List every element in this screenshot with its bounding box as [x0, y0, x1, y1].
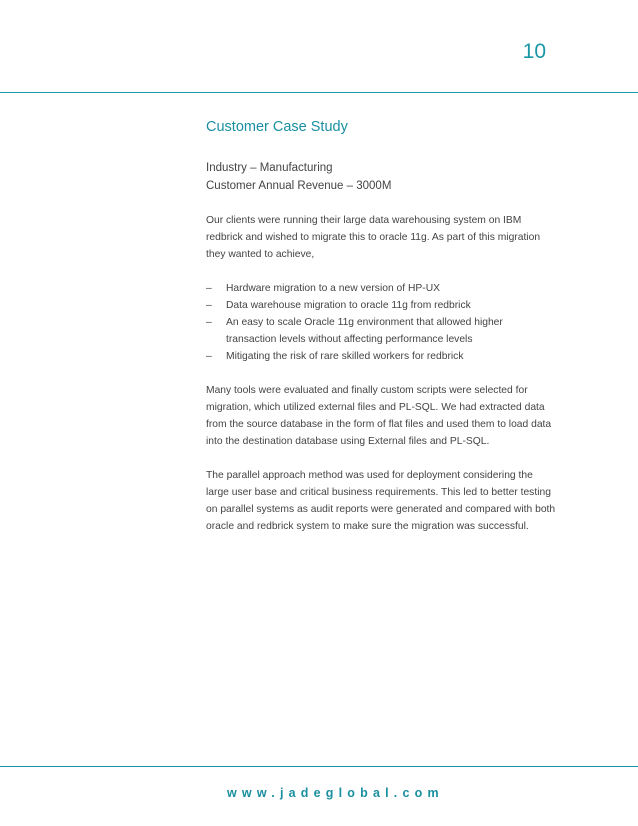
deployment-paragraph: The parallel approach method was used for deployment considering the large user base and critical business requirements. This led to better testing on parallel systems as audit reports were generated and compared with both oracle and redbrick system to make sure the migration was successful. [206, 470, 556, 532]
dash-bullet: – [206, 283, 212, 294]
list-item [206, 280, 556, 297]
intro-paragraph: Our clients were running their large data warehousing system on IBM redbrick and wished to migrate this to oracle 11g. As part of this migration they wanted to achieve, [206, 215, 541, 260]
header-divider [0, 92, 638, 93]
list-item-text: Data warehouse migration to oracle 11g from redbrick [226, 300, 471, 311]
list-item-text: An easy to scale Oracle 11g environment that allowed higher transaction levels without affecting performance levels [226, 317, 503, 345]
dash-bullet: – [206, 351, 212, 362]
list-item [206, 348, 556, 365]
dash-bullet: – [206, 300, 212, 311]
customer-meta [206, 159, 556, 195]
section-heading: Customer Case Study [206, 119, 348, 135]
dash-bullet: – [206, 317, 212, 328]
list-item-text: Mitigating the risk of rare skilled workers for redbrick [226, 351, 464, 362]
footer-divider [0, 766, 638, 767]
methodology-paragraph: Many tools were evaluated and finally custom scripts were selected for migration, which utilized external files and PL-SQL. We had extracted data from the source database in the form of flat files and used them to load data into the destination database using External files and PL-SQL. [206, 385, 552, 447]
list-item [206, 314, 556, 348]
footer-website-link[interactable]: www.jadeglobal.com [227, 786, 444, 800]
list-item [206, 297, 556, 314]
revenue-line: Customer Annual Revenue – 3000M [206, 180, 392, 192]
list-item-text: Hardware migration to a new version of HP-UX [226, 283, 441, 294]
goals-list [206, 280, 556, 365]
industry-line: Industry – Manufacturing [206, 162, 333, 174]
page-number: 10 [522, 40, 546, 63]
case-study-content [206, 117, 556, 552]
